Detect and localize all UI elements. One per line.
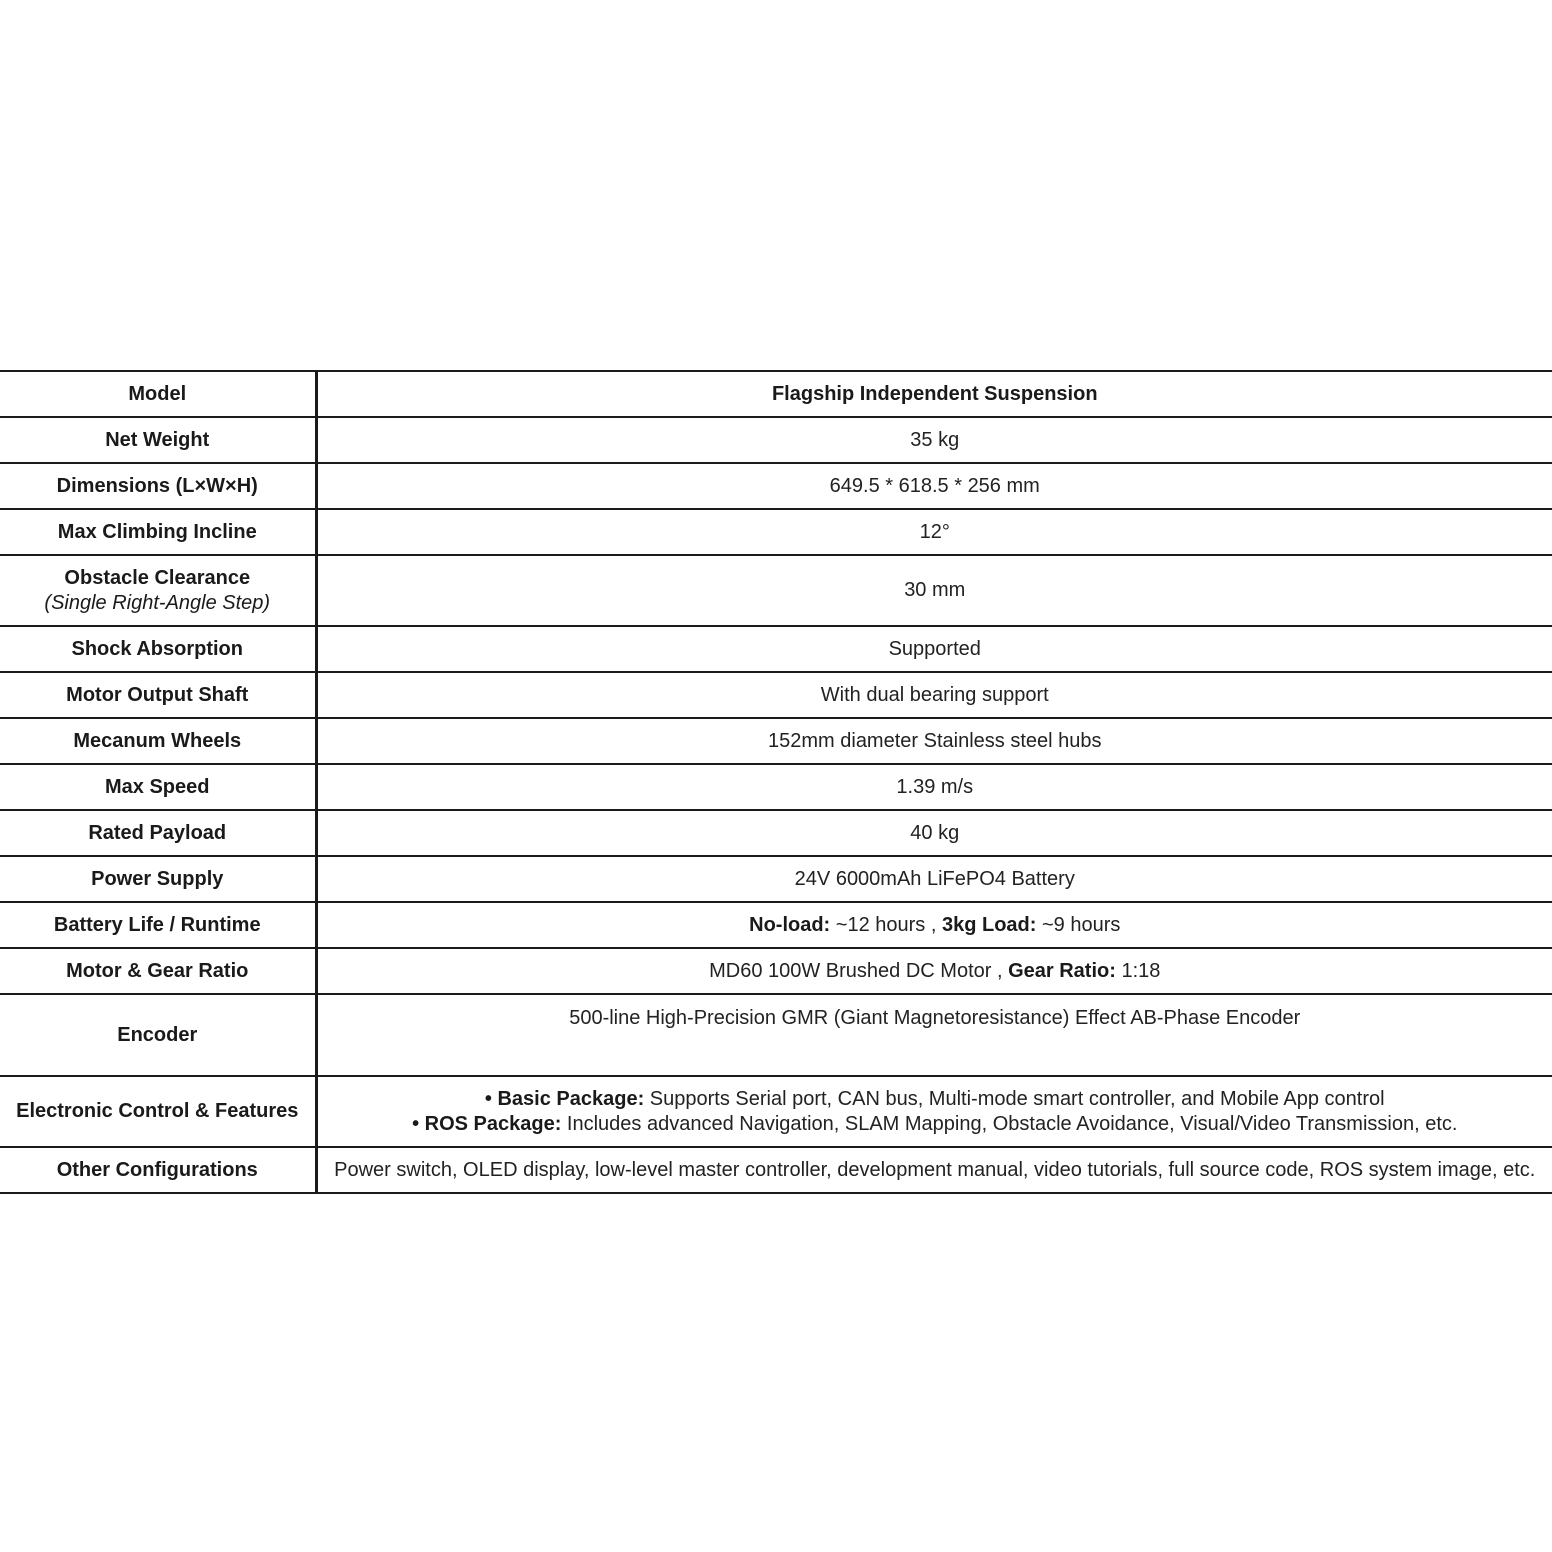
row-label: Motor Output Shaft: [0, 672, 316, 718]
row-label: Dimensions (L×W×H): [0, 463, 316, 509]
ros-package-line: [318, 1112, 1552, 1137]
gear-value: 1:18: [1115, 959, 1161, 982]
row-value: Supported: [888, 637, 981, 660]
row-label: Max Climbing Incline: [0, 509, 316, 555]
table-row-power-supply: [0, 856, 1552, 902]
noload-value: ~12 hours ,: [830, 913, 942, 936]
row-label: Net Weight: [0, 417, 316, 463]
spec-table: [0, 370, 1552, 1194]
row-label: Motor & Gear Ratio: [0, 948, 316, 994]
row-value: Power switch, OLED display, low-level master controller, development manual, video tutorials, full source code, ROS system image, etc.: [334, 1158, 1536, 1181]
table-row-motor-output-shaft: [0, 672, 1552, 718]
row-label-note: (Single Right-Angle Step): [44, 591, 271, 614]
table-row-encoder: [0, 994, 1552, 1076]
row-value: 649.5 * 618.5 * 256 mm: [829, 474, 1040, 497]
load-label: 3kg Load:: [941, 913, 1037, 936]
row-label: Rated Payload: [0, 810, 316, 856]
motor-value: MD60 100W Brushed DC Motor ,: [709, 959, 1009, 982]
row-label: Power Supply: [0, 856, 316, 902]
basic-package-line: [318, 1087, 1552, 1112]
table-row-dimensions: [0, 463, 1552, 509]
row-value-cell: [316, 902, 1552, 948]
row-label: Model: [0, 371, 316, 417]
basic-package-label: • Basic Package:: [484, 1087, 645, 1110]
row-value: 500-line High-Precision GMR (Giant Magnetoresistance) Effect AB-Phase Encoder: [569, 1007, 1301, 1029]
row-label: Max Speed: [0, 764, 316, 810]
table-row-electronic-control: [0, 1076, 1552, 1147]
table-row-other-config: [0, 1147, 1552, 1193]
table-row-mecanum-wheels: [0, 718, 1552, 764]
table-row-net-weight: [0, 417, 1552, 463]
row-label: Electronic Control & Features: [0, 1076, 316, 1147]
row-label-cell: [0, 555, 316, 626]
row-value: With dual bearing support: [820, 683, 1049, 706]
table-row-shock-absorption: [0, 626, 1552, 672]
ros-package-label: • ROS Package:: [412, 1112, 562, 1135]
row-value-cell: [316, 948, 1552, 994]
row-value: 152mm diameter Stainless steel hubs: [768, 729, 1102, 752]
row-value-cell: [316, 1076, 1552, 1147]
row-value: 35 kg: [910, 428, 960, 451]
row-label: Encoder: [0, 994, 316, 1076]
table-row-max-incline: [0, 509, 1552, 555]
table-row-rated-payload: [0, 810, 1552, 856]
row-label: Shock Absorption: [0, 626, 316, 672]
table-row-obstacle-clearance: [0, 555, 1552, 626]
row-value: 30 mm: [904, 579, 966, 601]
load-value: ~9 hours: [1036, 913, 1121, 936]
row-label: Battery Life / Runtime: [0, 902, 316, 948]
row-value: 40 kg: [910, 821, 960, 844]
row-value: Flagship Independent Suspension: [771, 382, 1098, 405]
row-label: Mecanum Wheels: [0, 718, 316, 764]
row-value: 24V 6000mAh LiFePO4 Battery: [794, 867, 1075, 890]
table-row-max-speed: [0, 764, 1552, 810]
table-row-model: [0, 371, 1552, 417]
row-value: 1.39 m/s: [896, 775, 974, 798]
row-label: Other Configurations: [0, 1147, 316, 1193]
noload-label: No-load:: [749, 913, 831, 936]
table-row-battery-life: [0, 902, 1552, 948]
table-row-motor-gear: [0, 948, 1552, 994]
gear-label: Gear Ratio:: [1008, 959, 1116, 982]
basic-package-value: Supports Serial port, CAN bus, Multi-mode smart controller, and Mobile App control: [644, 1087, 1385, 1110]
row-label: Obstacle Clearance: [64, 566, 251, 589]
row-value: 12°: [919, 520, 950, 543]
ros-package-value: Includes advanced Navigation, SLAM Mapping, Obstacle Avoidance, Visual/Video Transmission, etc.: [561, 1112, 1458, 1135]
